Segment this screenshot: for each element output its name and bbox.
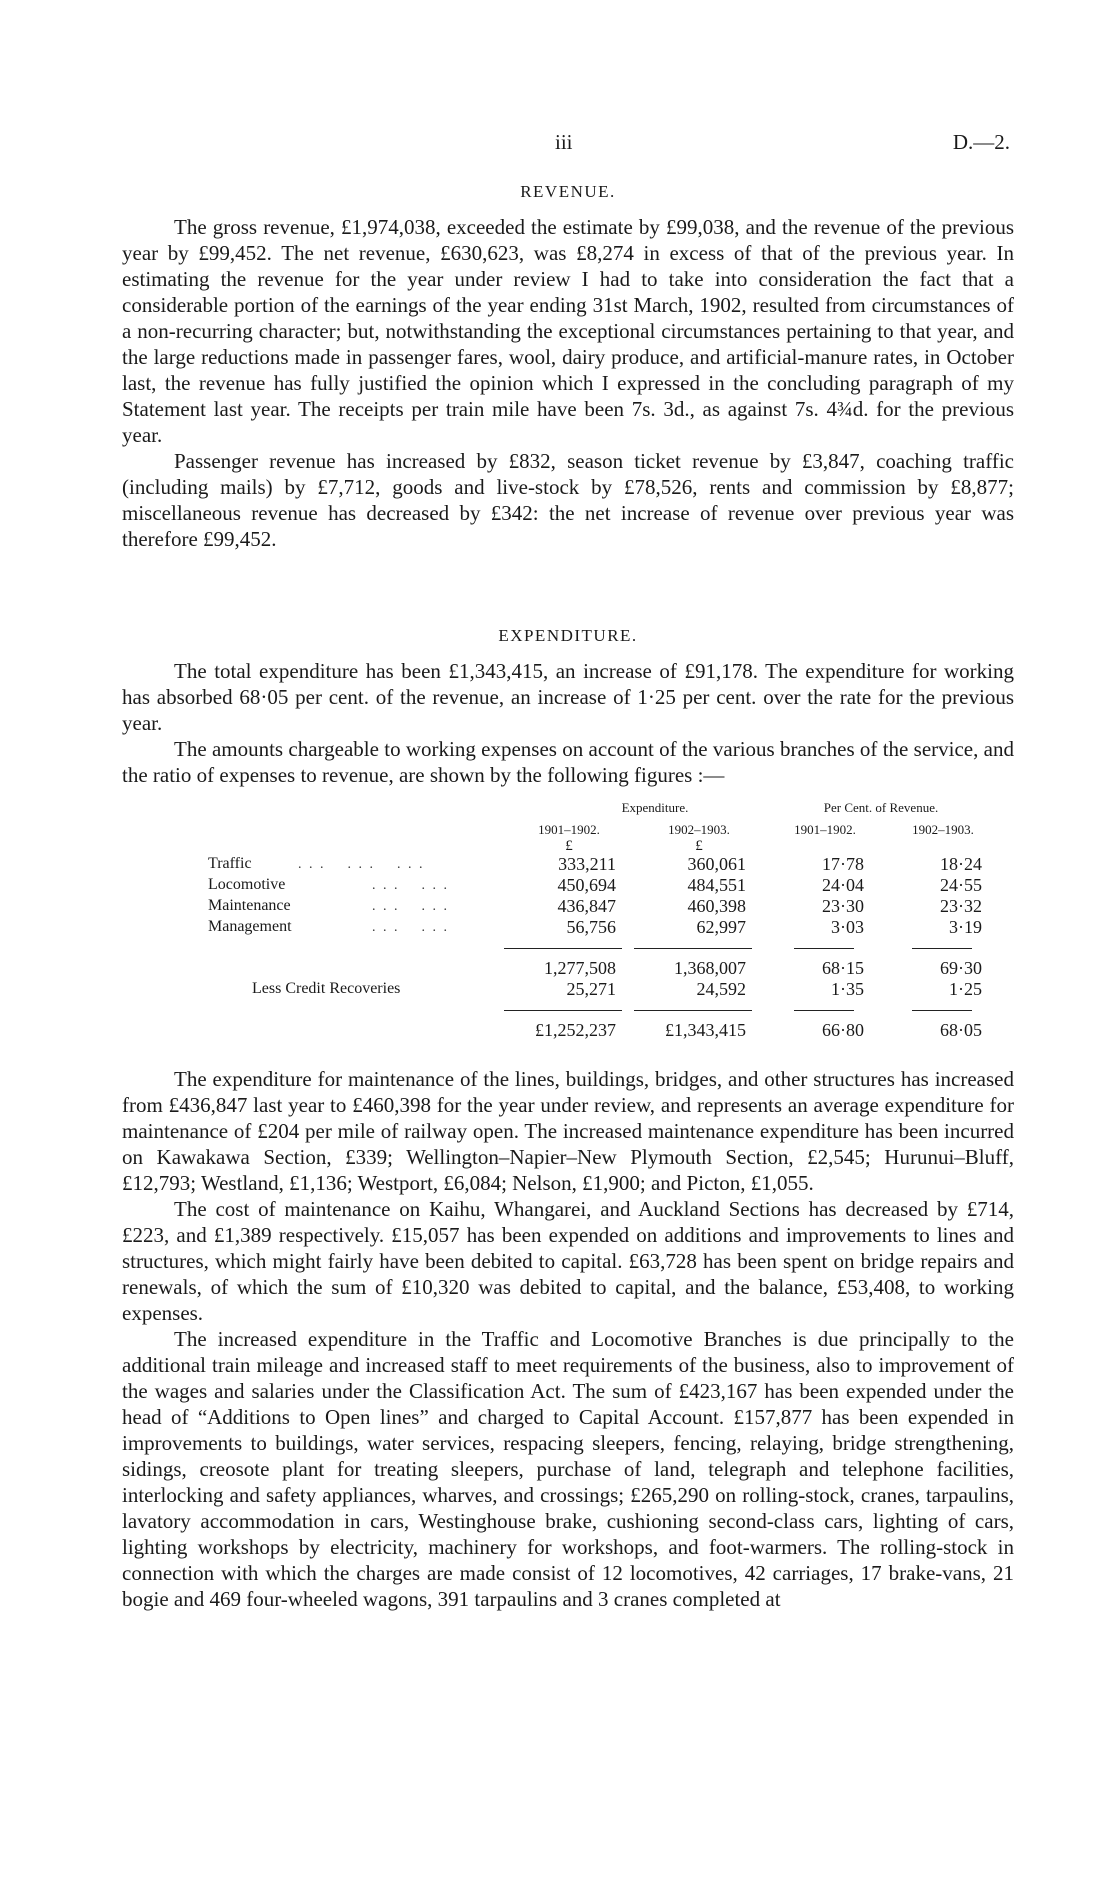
revenue-heading: REVENUE. [520, 182, 616, 201]
table-cell: 3·19 [949, 917, 982, 937]
subtotal-cell: 1,368,007 [674, 958, 746, 978]
subtotal-cell: 1,277,508 [544, 958, 616, 978]
row-label-management: Management [208, 918, 292, 935]
total-rule [794, 1010, 854, 1011]
currency-symbol-2: £ [695, 838, 703, 854]
table-cell: 17·78 [822, 854, 864, 874]
expenditure-paragraph-1: The total expenditure has been £1,343,415, an increase of £91,178. The expenditure for working has absorbed 68·05 per cent. of the revenue, an increase of 1·25 per cent. over the rate for the previous year. [122, 659, 1014, 735]
page-header [0, 130, 1114, 162]
table-cell: 24·55 [940, 875, 982, 895]
leader-dots: . . . . . . . . . [298, 857, 425, 872]
subtotal-cell: 68·15 [822, 958, 864, 978]
leader-dots: . . . . . . [372, 920, 449, 935]
table-cell: 450,694 [557, 875, 616, 895]
year-header-pct-1: 1901–1902. [794, 822, 856, 837]
row-label-maintenance: Maintenance [208, 897, 291, 914]
maintenance-paragraph-2: The cost of maintenance on Kaihu, Whangarei, and Auckland Sections has decreased by £714, £223, and £1,389 respectively. £15,057 has been expended on additions and improvements to lines and structures, which might fairly have been debited to capital. £63,728 has been spent on bridge repairs and renewals, of which the sum of £10,320 was debited to capital, and the balance, £53,408, to working expenses. [122, 1197, 1014, 1325]
total-cell: £1,343,415 [665, 1020, 746, 1040]
revenue-section [122, 182, 1014, 552]
table-cell: 3·03 [831, 917, 864, 937]
row-label-locomotive: Locomotive [208, 876, 286, 893]
table-cell: 484,551 [687, 875, 746, 895]
maintenance-section [122, 1066, 1014, 1612]
percent-group-header: Per Cent. of Revenue. [823, 800, 939, 815]
credit-cell: 1·35 [831, 979, 864, 999]
credit-cell: 1·25 [949, 979, 982, 999]
total-cell: £1,252,237 [535, 1020, 616, 1040]
total-cell: 66·80 [822, 1020, 864, 1040]
sum-rule [794, 948, 854, 949]
sum-rule [912, 948, 972, 949]
total-cell: 68·05 [940, 1020, 982, 1040]
maintenance-paragraph-3: The increased expenditure in the Traffic and Locomotive Branches is due principally to the additional train mileage and increased staff to meet requirements of the business, also to improvement of the wages and salaries under the Classification Act. The sum of £423,167 has been expended under the head of “Additions to Open lines” and charged to Capital Account. £157,877 has been expended in improvements to buildings, water services, respacing sleepers, fencing, relaying, bridge strengthening, sidings, creosote plant for treating sleepers, purchase of land, telegraph and telephone facilities, interlocking and safety appliances, wharves, and crossings; £265,290 on rolling-stock, cranes, tarpaulins, lavatory accommodation in cars, Westinghouse brake, cushioning second-class cars, lighting of cars, lighting workshops by electricity, machinery for workshops, and foot-warmers. The rolling-stock in connection with which the charges are made consist of 12 locomotives, 42 carriages, 17 brake-vans, 21 bogie and 469 four-wheeled wagons, 391 tarpaulins and 3 cranes completed at [122, 1327, 1014, 1611]
document-reference: D.—2. [952, 130, 1010, 154]
total-rule [634, 1010, 752, 1011]
expenditure-group-header: Expenditure. [621, 800, 689, 815]
table-cell: 460,398 [687, 896, 746, 916]
table-cell: 23·30 [822, 896, 864, 916]
currency-symbol-1: £ [565, 838, 573, 854]
revenue-paragraph-1: The gross revenue, £1,974,038, exceeded the estimate by £99,038, and the revenue of the previous year by £99,452. The net revenue, £630,623, was £8,274 in excess of that of the previous year. In estimating the revenue for the year under review I had to take into consideration the fact that a considerable portion of the earnings of the year ending 31st March, 1902, resulted from circumstances of a non-recurring character; but, notwithstanding the exceptional circumstances pertaining to that year, and the large reductions made in passenger fares, wool, dairy produce, and artificial-manure rates, in October last, the revenue has fully justified the opinion which I expressed in the concluding paragraph of my Statement last year. The receipts per train mile have been 7s. 3d., as against 7s. 4¾d. for the previous year. [122, 215, 1014, 447]
revenue-paragraph-2: Passenger revenue has increased by £832, season ticket revenue by £3,847, coaching traffic (including mails) by £7,712, goods and live-stock by £78,526, rents and commission by £8,877; miscellaneous revenue has decreased by £342: the net increase of revenue over previous year was therefore £99,452. [122, 449, 1014, 551]
maintenance-paragraph-1: The expenditure for maintenance of the lines, buildings, bridges, and other structures has increased from £436,847 last year to £460,398 for the year under review, and represents an average expenditure for maintenance of £204 per mile of railway open. The increased maintenance expenditure has been incurred on Kawakawa Section, £339; Wellington–Napier–New Plymouth Section, £2,545; Hurunui–Bluff, £12,793; Westland, £1,136; Westport, £6,084; Nelson, £1,900; and Picton, £1,055. [122, 1067, 1014, 1195]
page-number: iii [555, 130, 573, 154]
year-header-exp-2: 1902–1903. [668, 822, 730, 837]
year-header-exp-1: 1901–1902. [538, 822, 600, 837]
total-rule [912, 1010, 972, 1011]
credit-recoveries-label: Less Credit Recoveries [252, 980, 401, 997]
expenditure-table [122, 800, 1014, 1048]
table-cell: 333,211 [558, 854, 616, 874]
leader-dots: . . . . . . [372, 878, 449, 893]
table-cell: 23·32 [940, 896, 982, 916]
subtotal-cell: 69·30 [940, 958, 982, 978]
total-rule [504, 1010, 622, 1011]
expenditure-paragraph-2: The amounts chargeable to working expenses on account of the various branches of the service, and the ratio of expenses to revenue, are shown by the following figures :— [122, 737, 1014, 787]
expenditure-heading: EXPENDITURE. [498, 626, 638, 645]
credit-cell: 24,592 [696, 979, 746, 999]
sum-rule [634, 948, 752, 949]
table-cell: 436,847 [557, 896, 616, 916]
credit-cell: 25,271 [566, 979, 616, 999]
table-cell: 360,061 [687, 854, 746, 874]
year-header-pct-2: 1902–1903. [912, 822, 974, 837]
row-label-traffic: Traffic [208, 855, 252, 872]
table-cell: 56,756 [566, 917, 616, 937]
leader-dots: . . . . . . [372, 899, 449, 914]
table-cell: 18·24 [940, 854, 982, 874]
sum-rule [504, 948, 622, 949]
expenditure-section [122, 626, 1014, 788]
table-cell: 62,997 [696, 917, 746, 937]
table-cell: 24·04 [822, 875, 864, 895]
